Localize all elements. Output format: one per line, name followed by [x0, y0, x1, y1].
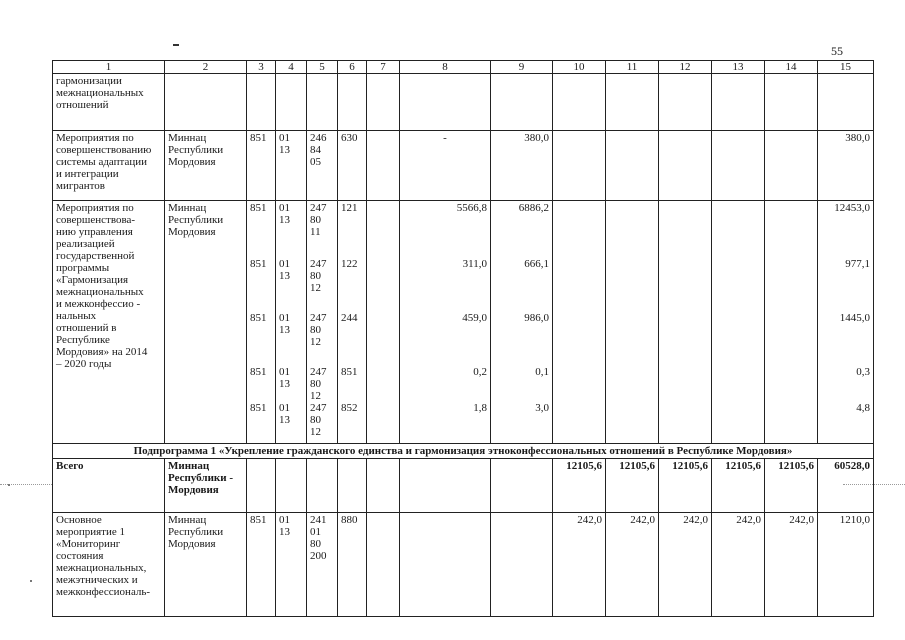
text-line: 01: [279, 258, 290, 270]
scan-dot: [8, 484, 10, 486]
text-line: Мордовия: [168, 226, 216, 238]
cell: [553, 74, 606, 131]
description-cell: [53, 201, 165, 444]
cell: [400, 459, 491, 513]
text-line: нальных: [56, 310, 97, 322]
text-line: Республики: [168, 214, 224, 226]
budget-table: [52, 60, 874, 617]
text-line: 247: [310, 202, 327, 214]
cell: [400, 513, 491, 617]
text-line: Мордовия» на 2014: [56, 346, 148, 358]
cell: [606, 131, 659, 201]
text-line: межконфессиональ-: [56, 586, 151, 598]
text-line: 12: [310, 426, 321, 438]
cell: [307, 74, 338, 131]
value-cell: [491, 201, 553, 444]
grbs-cell: 851: [247, 513, 276, 617]
text-line: 247: [310, 366, 327, 378]
cell: [367, 459, 400, 513]
col-header: 8: [400, 61, 491, 74]
text-line: Миннац: [168, 460, 210, 472]
value-cell: 242,0: [712, 513, 765, 617]
text-line: «Гармонизация: [56, 274, 129, 286]
text-line: совершенствованию: [56, 144, 152, 156]
value-cell: 242,0: [659, 513, 712, 617]
text-line: 122: [341, 258, 358, 270]
value-line: 0,1: [535, 366, 549, 378]
text-line: Мордовия: [168, 156, 216, 168]
executor-cell: [165, 201, 247, 444]
text-line: мигрантов: [56, 180, 105, 192]
description-cell: [53, 131, 165, 201]
text-line: 851: [250, 402, 267, 414]
text-line: межнациональных,: [56, 562, 147, 574]
subprogram-title: Подпрограмма 1 «Укрепление гражданского единства и гармонизация этноконфессиональных отношений в Республике Мордовия»: [53, 444, 874, 459]
text-line: 851: [250, 312, 267, 324]
text-line: 200: [310, 550, 327, 562]
text-line: 851: [250, 366, 267, 378]
text-line: Мероприятия по: [56, 132, 134, 144]
executor-cell: [165, 131, 247, 201]
scan-mark: [173, 44, 179, 46]
cell: [247, 74, 276, 131]
cell: [606, 74, 659, 131]
cell: [765, 201, 818, 444]
text-line: 13: [279, 214, 290, 226]
scan-dot: [30, 580, 32, 582]
cell: [367, 513, 400, 617]
text-line: 01: [310, 526, 321, 538]
rzpr-cell: [276, 201, 307, 444]
text-line: программы: [56, 262, 110, 274]
col-header: 9: [491, 61, 553, 74]
text-line: гармонизации: [56, 75, 122, 87]
description-cell: [53, 74, 165, 131]
value-line: 12453,0: [834, 202, 870, 214]
cell: [765, 74, 818, 131]
text-line: 80: [310, 214, 321, 226]
text-line: мероприятие 1: [56, 526, 126, 538]
cell: [659, 74, 712, 131]
cell: [367, 201, 400, 444]
text-line: Мордовия: [168, 484, 219, 496]
value-cell: 242,0: [765, 513, 818, 617]
col-header: 5: [307, 61, 338, 74]
table-row: [53, 513, 874, 617]
executor-cell: [165, 459, 247, 513]
col-header: 7: [367, 61, 400, 74]
vr-cell: [338, 201, 367, 444]
cell: [491, 74, 553, 131]
text-line: 12: [310, 282, 321, 294]
text-line: 12: [310, 336, 321, 348]
value-line: 4,8: [856, 402, 870, 414]
text-line: 247: [310, 402, 327, 414]
text-line: Миннац: [168, 514, 207, 526]
text-line: 01: [279, 402, 290, 414]
text-line: 246: [310, 132, 327, 144]
text-line: 11: [310, 226, 321, 238]
value-cell: 12105,6: [606, 459, 659, 513]
text-line: – 2020 годы: [56, 358, 112, 370]
cell: [712, 74, 765, 131]
total-value-cell: [818, 201, 874, 444]
text-line: 84: [310, 144, 321, 156]
value-line: 977,1: [845, 258, 870, 270]
value-line: 1445,0: [839, 312, 870, 324]
total-value-cell: 1210,0: [818, 513, 874, 617]
table-row: [53, 201, 874, 444]
executor-cell: [165, 513, 247, 617]
csr-cell: [307, 201, 338, 444]
text-line: 12: [310, 390, 321, 402]
value-cell: 242,0: [606, 513, 659, 617]
value-line: 459,0: [462, 312, 487, 324]
col-header: 2: [165, 61, 247, 74]
col-header: 6: [338, 61, 367, 74]
text-line: 241: [310, 514, 327, 526]
text-line: 852: [341, 402, 358, 414]
text-line: межнациональных: [56, 286, 144, 298]
text-line: Республике: [56, 334, 110, 346]
col-header: 10: [553, 61, 606, 74]
text-line: системы адаптации: [56, 156, 148, 168]
col-header: 3: [247, 61, 276, 74]
rzpr-cell: [276, 513, 307, 617]
vr-cell: 630: [338, 131, 367, 201]
cell: [491, 513, 553, 617]
text-line: и интеграции: [56, 168, 119, 180]
cell: [712, 131, 765, 201]
csr-cell: [307, 131, 338, 201]
text-line: 13: [279, 270, 290, 282]
grbs-cell: 851: [247, 131, 276, 201]
subprogram-row: [53, 444, 874, 459]
cell: [338, 74, 367, 131]
text-line: Республики: [168, 144, 224, 156]
text-line: 01: [279, 514, 290, 526]
cell: [165, 74, 247, 131]
text-line: состояния: [56, 550, 104, 562]
text-line: Миннац: [168, 132, 207, 144]
text-line: и межконфессио -: [56, 298, 141, 310]
cell: [553, 131, 606, 201]
value-cell: 242,0: [553, 513, 606, 617]
text-line: 05: [310, 156, 321, 168]
cell: [276, 459, 307, 513]
col-header: 12: [659, 61, 712, 74]
value-cell: [400, 201, 491, 444]
value-line: 3,0: [535, 402, 549, 414]
cell: [712, 201, 765, 444]
col-header: 11: [606, 61, 659, 74]
cell: [659, 131, 712, 201]
text-line: Республики: [168, 526, 224, 538]
value-line: 1,8: [473, 402, 487, 414]
cell: [307, 459, 338, 513]
text-line: 80: [310, 414, 321, 426]
value-line: 986,0: [524, 312, 549, 324]
col-header: 13: [712, 61, 765, 74]
text-line: 01: [279, 202, 290, 214]
rzpr-cell: [276, 131, 307, 201]
text-line: Основное: [56, 514, 102, 526]
table-row: [53, 459, 874, 513]
col-header: 1: [53, 61, 165, 74]
cell: [606, 201, 659, 444]
text-line: 851: [250, 202, 267, 214]
total-value-cell: 60528,0: [818, 459, 874, 513]
total-value-cell: 380,0: [818, 131, 874, 201]
col-header: 14: [765, 61, 818, 74]
text-line: 851: [250, 258, 267, 270]
col-header: 4: [276, 61, 307, 74]
text-line: 13: [279, 526, 290, 538]
text-line: Республики -: [168, 472, 233, 484]
cell: [553, 201, 606, 444]
text-line: совершенствова-: [56, 214, 136, 226]
text-line: 80: [310, 270, 321, 282]
cell: [659, 201, 712, 444]
description-cell: [53, 513, 165, 617]
cell: [276, 74, 307, 131]
value-cell: 12105,6: [659, 459, 712, 513]
text-line: 80: [310, 378, 321, 390]
text-line: межнациональных: [56, 87, 144, 99]
csr-cell: [307, 513, 338, 617]
text-line: Мероприятия по: [56, 202, 134, 214]
text-line: Мордовия: [168, 538, 216, 550]
cell: [400, 74, 491, 131]
text-line: 01: [279, 132, 290, 144]
value-cell: 12105,6: [765, 459, 818, 513]
value-line: 666,1: [524, 258, 549, 270]
text-line: 13: [279, 378, 290, 390]
text-line: 13: [279, 324, 290, 336]
text-line: 80: [310, 538, 321, 550]
value-line: 311,0: [462, 258, 487, 270]
text-line: межэтнических и: [56, 574, 138, 586]
cell: [338, 459, 367, 513]
cell: [765, 131, 818, 201]
value-line: 6886,2: [518, 202, 549, 214]
vr-cell: 880: [338, 513, 367, 617]
cell: [818, 74, 874, 131]
text-line: 121: [341, 202, 358, 214]
text-line: 01: [279, 366, 290, 378]
text-line: 244: [341, 312, 358, 324]
col-header: 15: [818, 61, 874, 74]
cell: [491, 459, 553, 513]
text-line: отношений: [56, 99, 109, 111]
grbs-cell: [247, 201, 276, 444]
text-line: государственной: [56, 250, 135, 262]
value-line: 0,2: [473, 366, 487, 378]
value-cell: 12105,6: [553, 459, 606, 513]
text-line: Миннац: [168, 202, 207, 214]
value-cell: 380,0: [491, 131, 553, 201]
description-cell: Всего: [53, 459, 165, 513]
text-line: 13: [279, 414, 290, 426]
table-row: [53, 131, 874, 201]
text-line: нию управления: [56, 226, 133, 238]
cell: [247, 459, 276, 513]
table-row: [53, 74, 874, 131]
text-line: 01: [279, 312, 290, 324]
value-line: 5566,8: [456, 202, 487, 214]
text-line: 13: [279, 144, 290, 156]
column-number-row: [53, 61, 874, 74]
value-cell: 12105,6: [712, 459, 765, 513]
text-line: отношений в: [56, 322, 117, 334]
value-cell: -: [400, 131, 491, 201]
text-line: 247: [310, 258, 327, 270]
text-line: 851: [341, 366, 358, 378]
cell: [367, 131, 400, 201]
cell: [367, 74, 400, 131]
page-number: 55: [831, 44, 843, 58]
value-line: 0,3: [856, 366, 870, 378]
text-line: 80: [310, 324, 321, 336]
text-line: 247: [310, 312, 327, 324]
text-line: реализацией: [56, 238, 115, 250]
text-line: «Мониторинг: [56, 538, 121, 550]
